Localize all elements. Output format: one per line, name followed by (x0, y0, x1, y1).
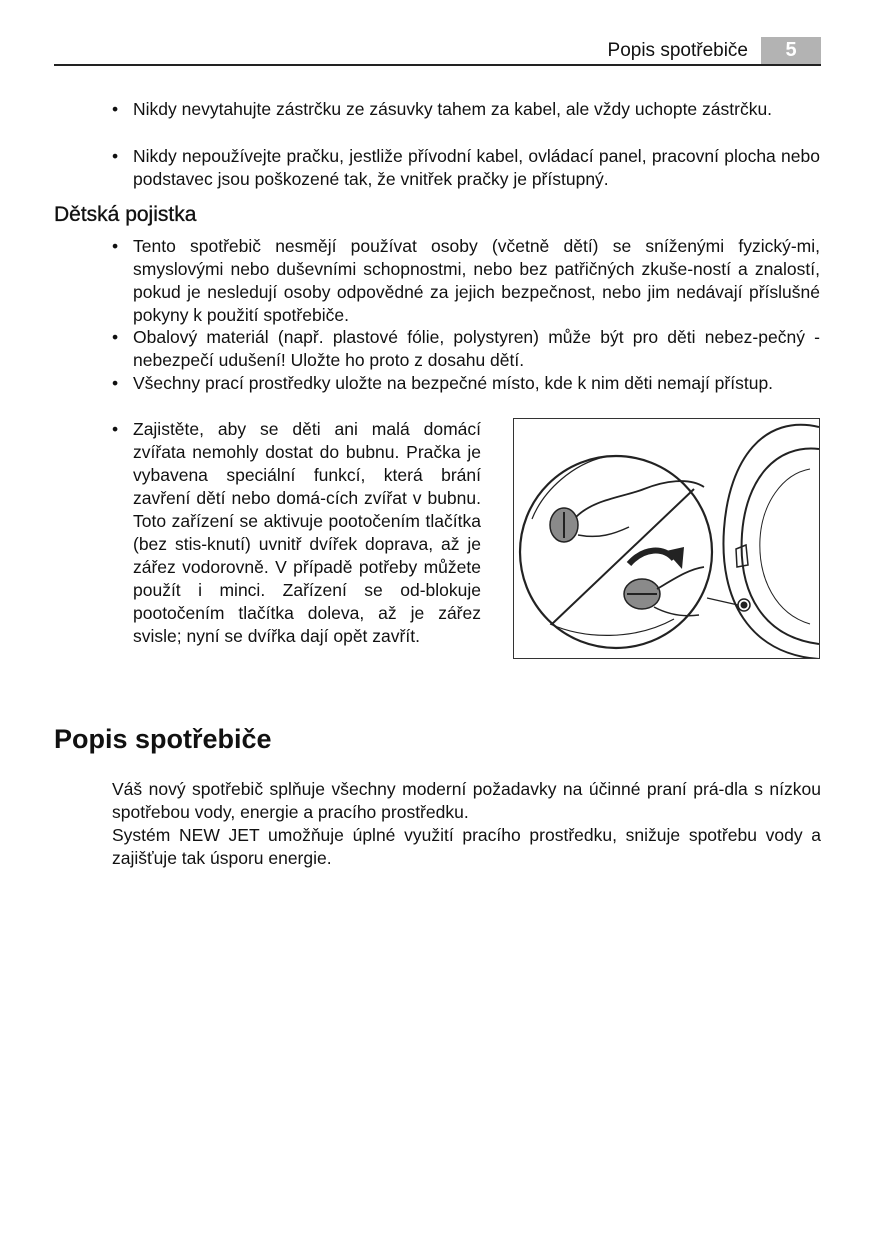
bullet-marker: • (112, 327, 119, 347)
child-safety-bullet-4: Zajistěte, aby se děti ani malá domácí zvířata nemohly dostat do bubnu. Pračka je vybavena speciální funkcí, která brání zavření dětí nebo domá-cích zvířat v bubnu. Toto zařízení se aktivuje pootočením tlačítka (bez stis-knutí) uvnitř dvířek doprava, až je zářez vodorovně. V případě potřeby můžete použít i minci. Zařízení se od-blokuje pootočením tlačítka doleva, až je zářez svisle; nyní se dvířka dají opět zavřít. (133, 419, 481, 646)
running-header-title: Popis spotřebiče (607, 40, 748, 61)
bullet-marker: • (112, 146, 119, 166)
description-paragraph-2: Systém NEW JET umožňuje úplné využití pracího prostředku, snižuje spotřebu vody a zajišťuje tak úsporu energie. (112, 825, 821, 868)
bullet-marker: • (112, 236, 119, 256)
child-safety-bullet-3: Všechny prací prostředky uložte na bezpečné místo, kde k nim děti nemají přístup. (133, 373, 774, 393)
intro-bullet-1: Nikdy nevytahujte zástrčku ze zásuvky tahem za kabel, ale vždy uchopte zástrčku. (133, 99, 773, 119)
door-lock-illustration (513, 418, 820, 659)
header-divider (54, 64, 821, 66)
bullet-marker: • (112, 373, 119, 393)
page-number: 5 (761, 37, 821, 64)
child-safety-bullet-2: Obalový materiál (např. plastové fólie, polystyren) může být pro děti nebez-pečný - nebezpečí udušení! Uložte ho proto z dosahu dětí. (133, 327, 820, 370)
intro-bullet-2: Nikdy nepoužívejte pračku, jestliže přívodní kabel, ovládací panel, pracovní plocha nebo podstavec jsou poškozené tak, že vnitřek pračky je přístupný. (133, 146, 820, 189)
zoom-detail-circle (520, 456, 712, 648)
bullet-marker: • (112, 419, 119, 439)
description-paragraph-1: Váš nový spotřebič splňuje všechny moderní požadavky na účinné praní prá-dla s nízkou spotřebou vody, energie a pracího prostředku. (112, 779, 821, 822)
bullet-marker: • (112, 99, 119, 119)
child-safety-bullet-1: Tento spotřebič nesmějí používat osoby (včetně dětí) se sníženými fyzický-mi, smyslovými nebo duševními schopnostmi, nebo bez patřičných zkuše-ností a znalostí, pokud je nesledují osoby odpovědné za jejich bezpečnost, nebo jim nedávají příslušné pokyny k použití spotřebiče. (133, 236, 820, 325)
door-inner-rim (742, 449, 819, 644)
appliance-description-heading: Popis spotřebiče (54, 724, 272, 754)
child-safety-heading: Dětská pojistka (54, 203, 197, 226)
